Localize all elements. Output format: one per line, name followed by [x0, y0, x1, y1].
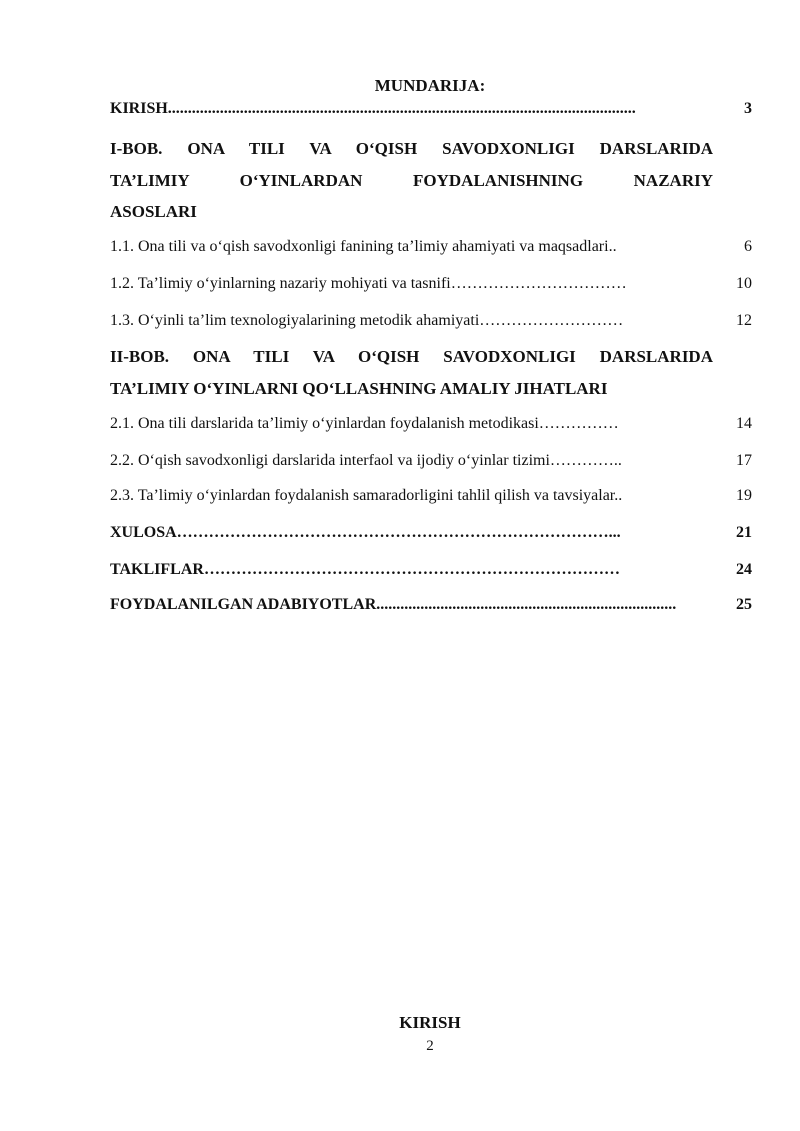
toc-entry-text: FOYDALANILGAN ADABIYOTLAR........................................................................... [110, 596, 677, 613]
chapter-2-line-2: TA’LIMIY O‘YINLARNI QO‘LLASHNING AMALIY JIHATLARI [110, 378, 608, 398]
toc-entry-page: 21 [736, 524, 752, 541]
toc-entry-text: 2.2. O‘qish savodxonligi darslarida interfaol va ijodiy o‘yinlar tizimi………….. [110, 452, 622, 469]
page-title: MUNDARIJA: [374, 76, 486, 95]
toc-entry-2-1[interactable] [110, 415, 752, 437]
toc-entry-1-2[interactable] [110, 275, 752, 297]
chapter-1-line-1: I-BOB. ONA TILI VA O‘QISH SAVODXONLIGI DARSLARIDA [110, 139, 713, 158]
toc-entry-text: KIRISH..................................................................................................................... [110, 100, 636, 117]
chapter-1-line-3: ASOSLARI [110, 202, 197, 221]
next-section-heading: KIRISH [399, 1013, 461, 1032]
toc-entry-page: 3 [744, 100, 752, 117]
toc-entry-page: 19 [736, 487, 752, 504]
chapter-2-line-1: II-BOB. ONA TILI VA O‘QISH SAVODXONLIGI DARSLARIDA [110, 347, 713, 366]
toc-entry-page: 14 [736, 415, 752, 432]
chapter-2-heading[interactable] [110, 341, 713, 404]
chapter-1-line-2: TA’LIMIY O‘YINLARDAN FOYDALANISHNING NAZARIY [110, 170, 713, 190]
toc-entry-1-3[interactable] [110, 312, 752, 334]
toc-entry-text: 1.3. O‘yinli ta’lim texnologiyalarining metodik ahamiyati……………………… [110, 312, 624, 329]
toc-entry-text: 2.3. Ta’limiy o‘yinlardan foydalanish samaradorligini tahlil qilish va tavsiyalar.. [110, 487, 623, 504]
toc-entry-2-2[interactable] [110, 452, 752, 474]
toc-entry-text: 1.1. Ona tili va o‘qish savodxonligi fanining ta’limiy ahamiyati va maqsadlari.. [110, 238, 617, 255]
toc-entry-text: 1.2. Ta’limiy o‘yinlarning nazariy mohiyati va tasnifi…………………………… [110, 275, 627, 292]
toc-entry-1-1[interactable] [110, 238, 752, 260]
toc-entry-page: 17 [736, 452, 752, 469]
toc-entry-takliflar[interactable] [110, 561, 752, 583]
chapter-1-heading[interactable] [110, 133, 713, 228]
toc-entry-xulosa[interactable] [110, 524, 752, 546]
toc-entry-adabiyotlar[interactable] [110, 596, 752, 618]
toc-entry-text: 2.1. Ona tili darslarida ta’limiy o‘yinlardan foydalanish metodikasi…………… [110, 415, 619, 432]
toc-entry-page: 24 [736, 561, 752, 578]
toc-entry-text: XULOSA………………………………………………………………………... [110, 524, 621, 541]
page-number: 2 [426, 1038, 434, 1054]
toc-entry-page: 25 [736, 596, 752, 613]
toc-entry-page: 10 [736, 275, 752, 292]
toc-entry-text: TAKLIFLAR…………………………………………………………………… [110, 561, 620, 578]
toc-entry-kirish[interactable] [110, 100, 752, 122]
toc-entry-page: 12 [736, 312, 752, 329]
toc-entry-2-3[interactable] [110, 487, 752, 509]
toc-entry-page: 6 [744, 238, 752, 255]
